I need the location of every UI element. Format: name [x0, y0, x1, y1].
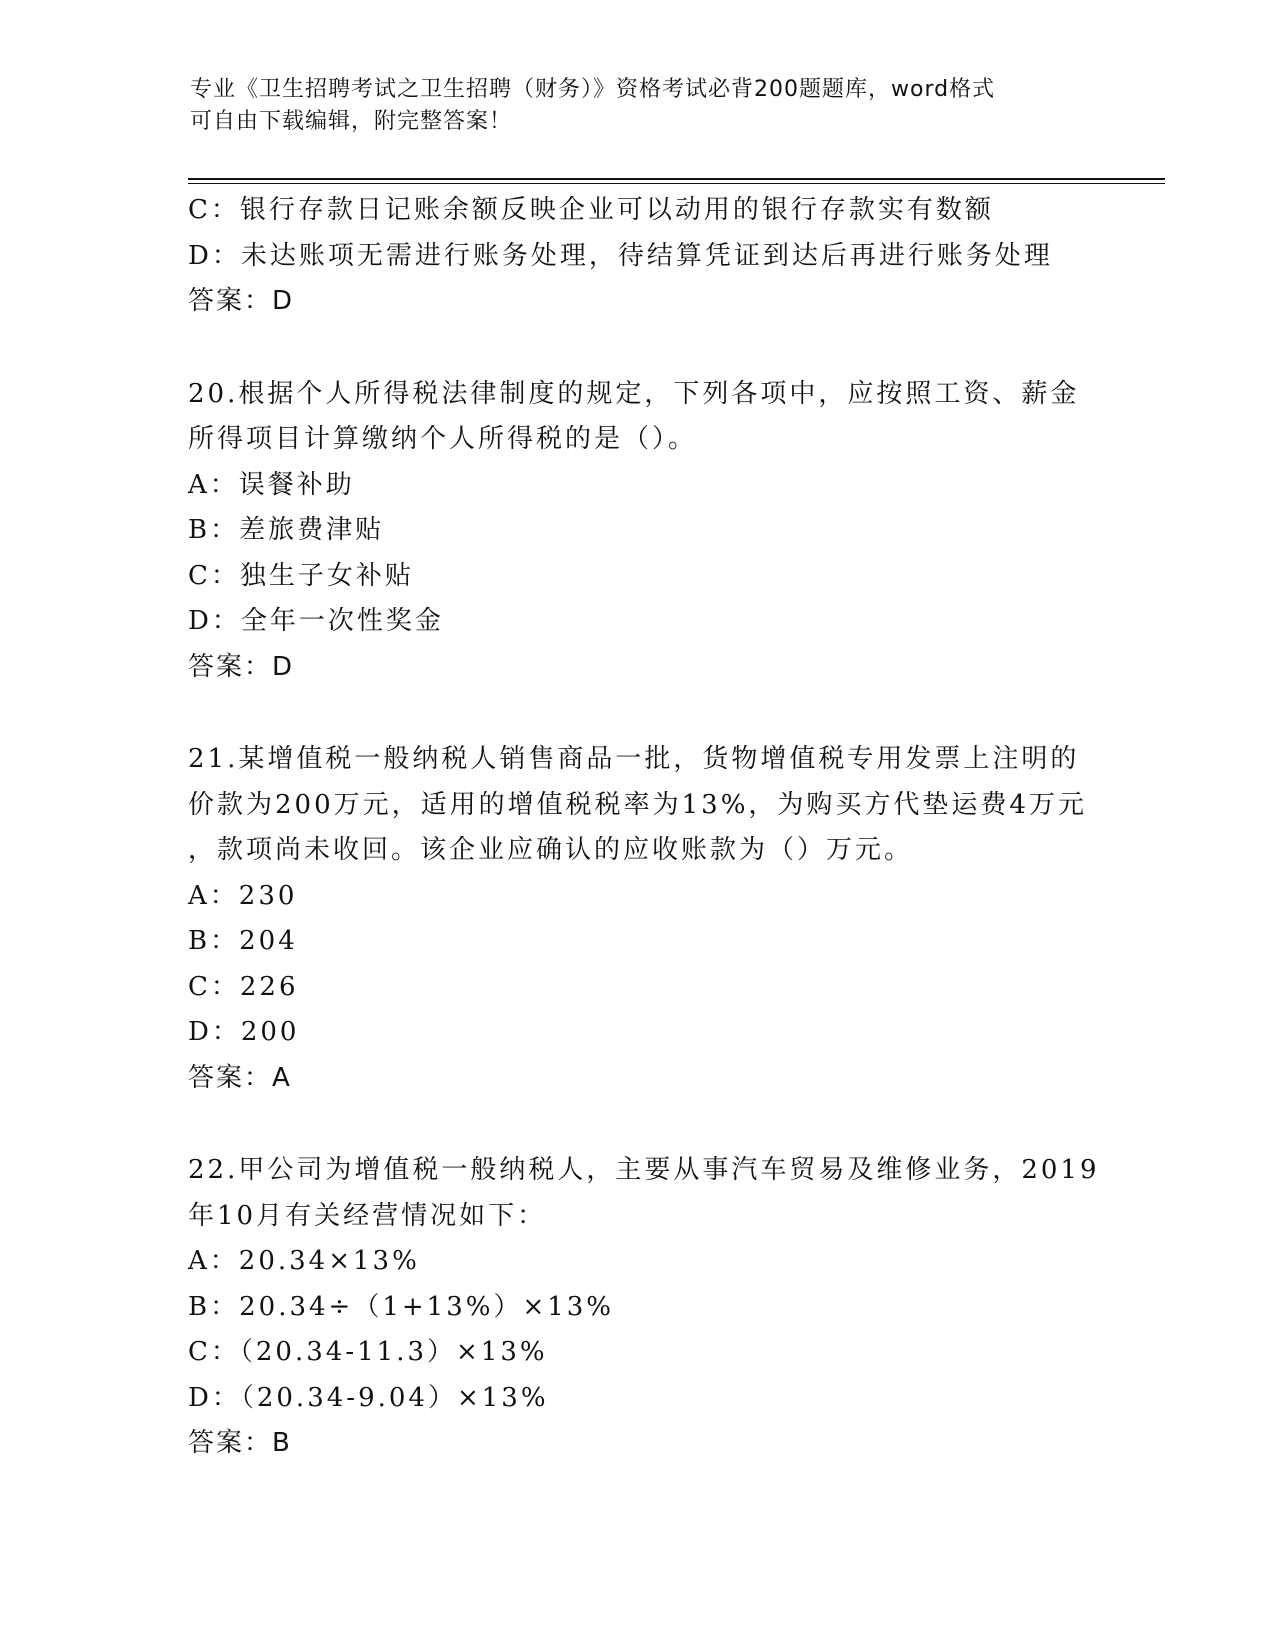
header-divider-thin	[188, 183, 1165, 184]
stem-line: 22.甲公司为增值税一般纳税人，主要从事汽车贸易及维修业务，2019	[188, 1155, 1100, 1185]
question-stem	[188, 737, 1088, 874]
spacer	[188, 325, 1088, 372]
question-21	[188, 737, 1088, 1101]
header-divider-thick	[188, 178, 1165, 180]
option-a: A：230	[188, 880, 298, 911]
option-c: C：226	[188, 971, 299, 1002]
option-d: D：（20.34-9.04）×13%	[188, 1382, 549, 1413]
option-d: D：未达账项无需进行账务处理，待结算凭证到达后再进行账务处理	[188, 240, 1053, 271]
answer-label: 答案：D	[188, 286, 295, 316]
spacer	[188, 1101, 1088, 1148]
stem-line: 21.某增值税一般纳税人销售商品一批，货物增值税专用发票上注明的	[188, 744, 1080, 774]
option-b: B：差旅费津贴	[188, 515, 385, 545]
option-c: C：（20.34-11.3）×13%	[188, 1337, 548, 1367]
option-c: C：独生子女补贴	[188, 560, 414, 591]
stem-line: 所得项目计算缴纳个人所得税的是（）。	[188, 424, 698, 454]
answer-label: 答案：D	[188, 651, 295, 682]
answer-label: 答案：A	[188, 1062, 292, 1093]
stem-line: ，款项尚未收回。该企业应确认的应收账款为（）万元。	[188, 835, 914, 865]
document-header	[190, 74, 1090, 138]
option-a: A：20.34×13%	[188, 1246, 420, 1276]
option-b: B：20.34÷（1+13%）×13%	[188, 1291, 615, 1322]
spacer	[188, 690, 1088, 737]
question-22	[188, 1148, 1100, 1467]
question-list	[188, 188, 1100, 1467]
option-b: B：204	[188, 926, 298, 956]
option-d: D：200	[188, 1017, 300, 1047]
question-stem	[188, 1148, 1100, 1239]
question-stem	[188, 372, 1088, 463]
option-d: D：全年一次性奖金	[188, 606, 444, 636]
question-20	[188, 372, 1088, 691]
answer-label: 答案：B	[188, 1428, 292, 1458]
header-title-line-2: 可自由下载编辑，附完整答案！	[190, 109, 513, 134]
option-a: A：误餐补助	[188, 469, 355, 500]
stem-line: 20.根据个人所得税法律制度的规定，下列各项中，应按照工资、薪金	[188, 378, 1080, 409]
stem-line: 年10月有关经营情况如下：	[188, 1200, 547, 1231]
stem-line: 价款为200万元，适用的增值税税率为13%，为购买方代垫运费4万元	[188, 789, 1087, 820]
option-c: C：银行存款日记账余额反映企业可以动用的银行存款实有数额	[188, 195, 994, 225]
question-19	[188, 188, 1088, 325]
header-title-line-1: 专业《卫生招聘考试之卫生招聘（财务）》资格考试必背200题题库，word格式	[190, 77, 996, 102]
